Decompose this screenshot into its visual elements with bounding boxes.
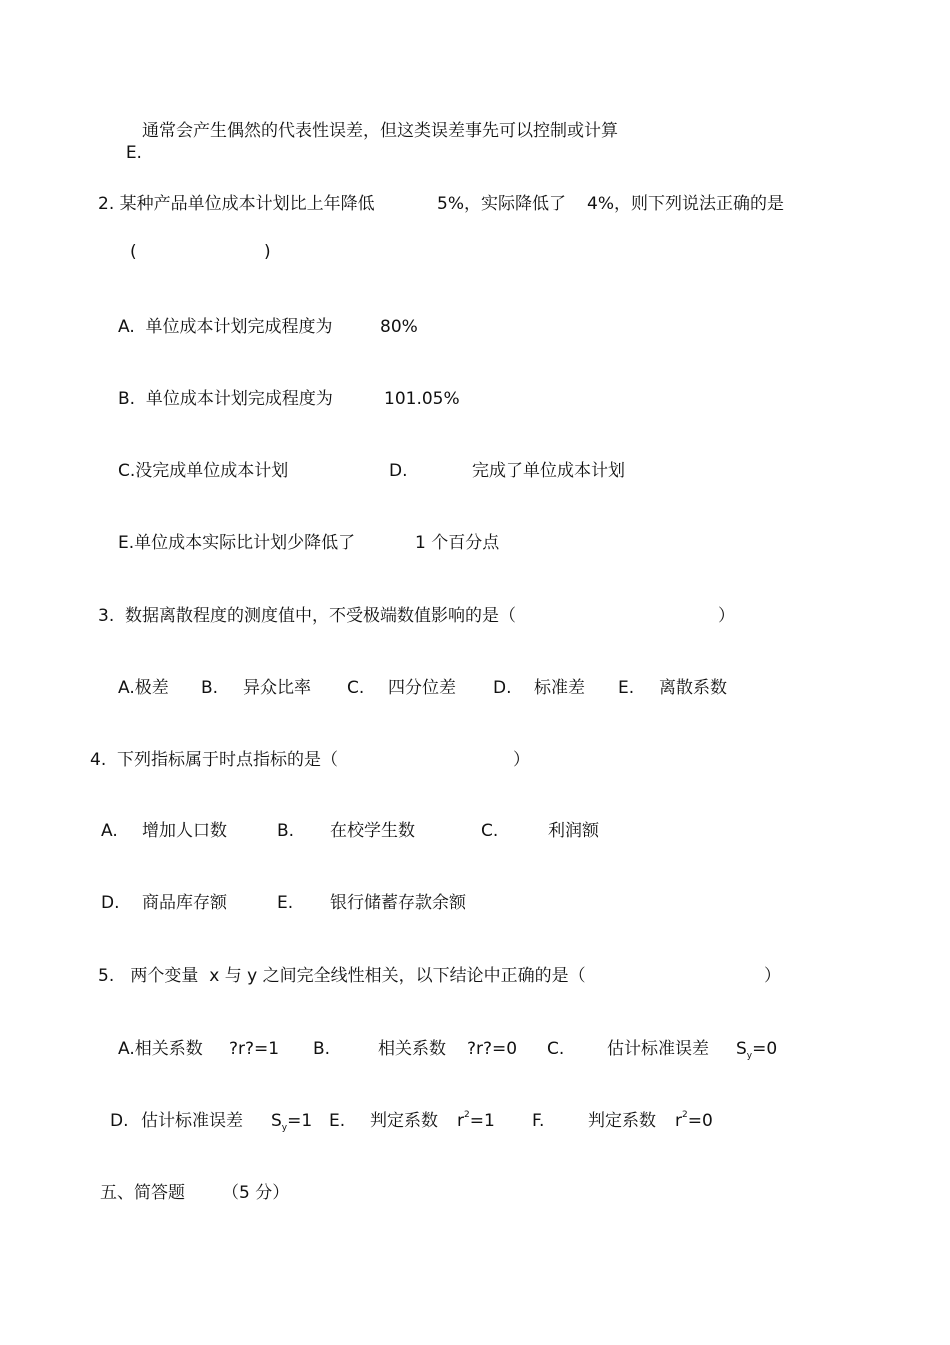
q5-option-b: 相关系数	[378, 1039, 446, 1059]
formula-eq: =1	[469, 1111, 495, 1131]
q5-option-a: A.相关系数	[118, 1039, 203, 1059]
q5-option-e: 判定系数	[370, 1111, 438, 1131]
q4-option-c: 利润额	[548, 821, 599, 841]
q5-option-c-formula	[736, 1038, 777, 1063]
q5-option-b-key: B.	[313, 1039, 331, 1059]
q1-option-e	[115, 120, 142, 164]
formula-superscript: 2	[682, 1110, 688, 1120]
q3-option-c: 四分位差	[388, 678, 456, 698]
q2-option-e: E.单位成本实际比计划少降低了	[118, 533, 356, 553]
q3-paren-close: ）	[718, 606, 735, 626]
q5-option-f: 判定系数	[588, 1111, 656, 1131]
formula-subscript: y	[281, 1123, 288, 1133]
q3-option-e: 离散系数	[659, 678, 727, 698]
q2-stem-part: 5%，实际降低了	[437, 194, 566, 214]
formula-eq: =0	[687, 1111, 713, 1131]
formula-r: r	[675, 1111, 682, 1131]
formula-eq: =1	[287, 1111, 313, 1131]
q2-paren-open: (	[130, 242, 137, 262]
formula-subscript: y	[746, 1051, 753, 1061]
q3-option-b: 异众比率	[243, 678, 311, 698]
q3-option-b-key: B.	[201, 678, 219, 698]
q4-paren-close: ）	[513, 750, 530, 770]
formula-s: S	[271, 1111, 282, 1131]
q2-option-a: A. 单位成本计划完成程度为	[118, 317, 333, 337]
q3-option-e-key: E.	[618, 678, 635, 698]
q5-option-d-key: D.	[110, 1111, 129, 1131]
q2-option-e-value: 1 个百分点	[415, 533, 500, 553]
q5-option-f-formula	[675, 1110, 713, 1135]
q5-option-e-key: E.	[329, 1111, 346, 1131]
q4-option-e-key: E.	[277, 893, 294, 913]
q5-option-a-value: ?r?=1	[229, 1039, 280, 1059]
q2-option-a-value: 80%	[380, 317, 418, 337]
q2-stem: 2. 某种产品单位成本计划比上年降低	[98, 194, 375, 214]
q4-option-a-key: A.	[101, 821, 118, 841]
q5-option-e-formula	[457, 1110, 495, 1135]
q4-option-b-key: B.	[277, 821, 295, 841]
formula-r: r	[457, 1111, 464, 1131]
q2-option-b: B. 单位成本计划完成程度为	[118, 389, 333, 409]
q5-option-d-formula	[271, 1110, 312, 1135]
q3-option-d-key: D.	[493, 678, 512, 698]
q3-option-c-key: C.	[347, 678, 365, 698]
q5-paren-close: ）	[764, 966, 781, 986]
q4-option-c-key: C.	[481, 821, 499, 841]
formula-superscript: 2	[464, 1110, 470, 1120]
q2-paren-close: )	[264, 242, 271, 262]
q3-option-d: 标准差	[534, 678, 585, 698]
q2-option-b-value: 101.05%	[384, 389, 460, 409]
q3-option-a: A.极差	[118, 678, 169, 698]
q5-stem: 5. 两个变量 x 与 y 之间完全线性相关，以下结论中正确的是（	[98, 966, 586, 986]
q4-option-e: 银行储蓄存款余额	[330, 893, 466, 913]
q4-option-d-key: D.	[101, 893, 120, 913]
q4-option-d: 商品库存额	[142, 893, 227, 913]
q4-option-b: 在校学生数	[330, 821, 415, 841]
q2-stem-part: 4%，则下列说法正确的是	[587, 194, 784, 214]
q5-option-d: 估计标准误差	[141, 1111, 243, 1131]
q3-stem: 3. 数据离散程度的测度值中，不受极端数值影响的是（	[98, 606, 517, 626]
q1-option-e-text: 通常会产生偶然的代表性误差，但这类误差事先可以控制或计算	[142, 121, 618, 141]
option-key: E.	[125, 143, 142, 163]
formula-s: S	[736, 1039, 747, 1059]
section-score: （5 分）	[222, 1183, 290, 1203]
q5-option-c: 估计标准误差	[607, 1039, 709, 1059]
q2-option-c: C.没完成单位成本计划	[118, 461, 289, 481]
q4-option-a: 增加人口数	[142, 821, 227, 841]
section-title: 五、简答题	[100, 1183, 185, 1203]
q2-option-d-key: D.	[389, 461, 408, 481]
formula-eq: =0	[752, 1039, 778, 1059]
q5-option-f-key: F.	[532, 1111, 545, 1131]
q2-option-d: 完成了单位成本计划	[472, 461, 625, 481]
q4-stem: 4. 下列指标属于时点指标的是（	[90, 750, 339, 770]
q5-option-c-key: C.	[547, 1039, 565, 1059]
q5-option-b-value: ?r?=0	[467, 1039, 518, 1059]
